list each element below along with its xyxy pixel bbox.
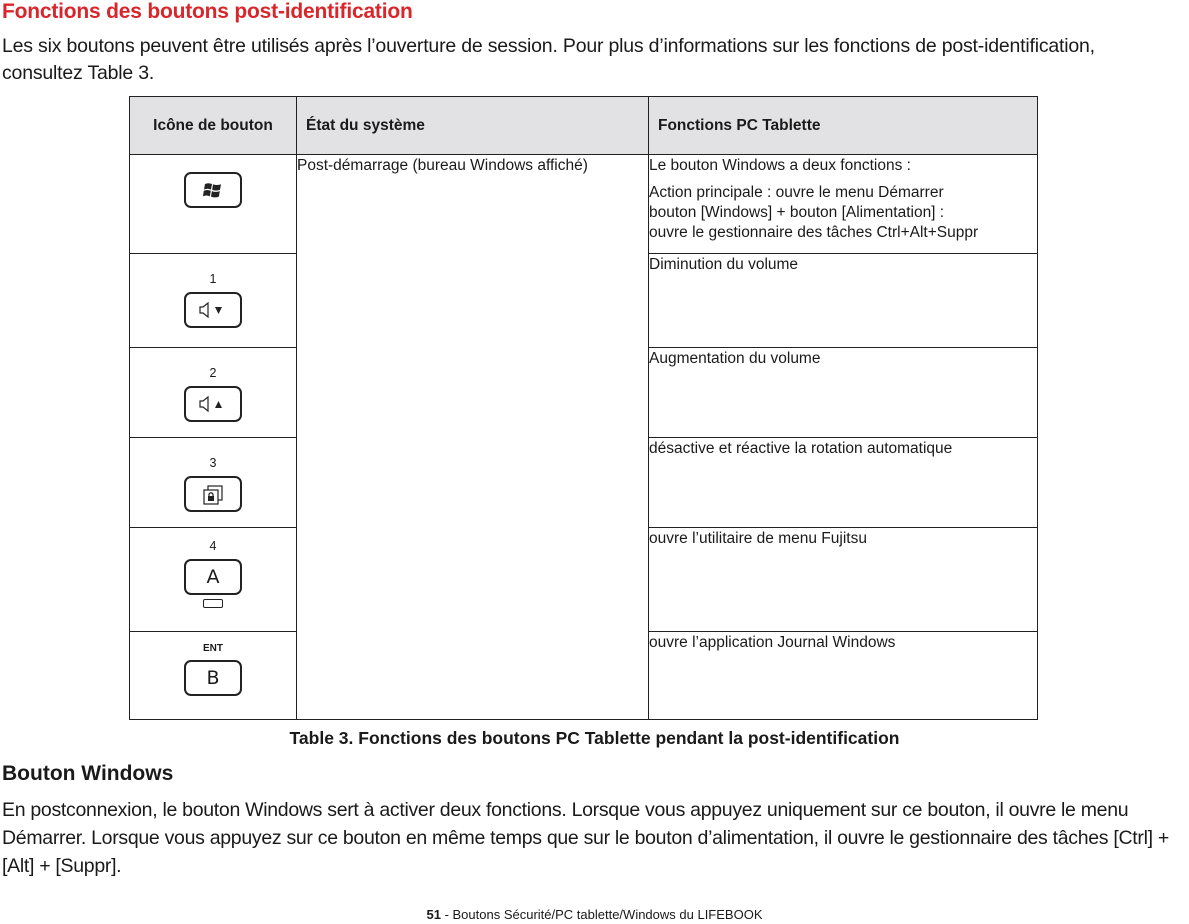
function-line: ouvre l’application Journal Windows — [649, 634, 896, 651]
header-state: État du système — [297, 97, 649, 155]
function-line: bouton [Windows] + bouton [Alimentation] : — [649, 204, 945, 221]
footer-text: - Boutons Sécurité/PC tablette/Windows du LIFEBOOK — [440, 907, 763, 922]
functions-cell — [649, 348, 1038, 438]
function-line: ouvre le gestionnaire des tâches Ctrl+Alt+Suppr — [649, 224, 979, 241]
page-number: 51 — [426, 907, 441, 922]
battery-icon — [203, 599, 223, 608]
button-number: ENT — [203, 643, 223, 654]
rotation-lock-key — [184, 476, 242, 512]
functions-cell — [649, 632, 1038, 720]
functions-cell — [649, 254, 1038, 348]
volume-up-icon — [198, 395, 228, 413]
functions-cell — [649, 528, 1038, 632]
button-number: 4 — [209, 539, 217, 553]
button-functions-table — [129, 96, 1038, 720]
function-line: Augmentation du volume — [649, 350, 821, 367]
function-line: ouvre l’utilitaire de menu Fujitsu — [649, 530, 867, 547]
button-number: 1 — [209, 272, 217, 286]
volume-down-key — [184, 292, 242, 328]
icon-cell — [130, 155, 297, 254]
function-line: Diminution du volume — [649, 256, 799, 273]
header-icon: Icône de bouton — [130, 97, 297, 155]
function-line: Le bouton Windows a deux fonctions : — [649, 157, 911, 174]
journal-key: B — [184, 660, 242, 696]
function-line: désactive et réactive la rotation automatique — [649, 440, 953, 457]
subsection-title: Bouton Windows — [2, 762, 174, 785]
windows-key — [184, 172, 242, 208]
button-number: 2 — [209, 366, 217, 380]
functions-cell — [649, 155, 1038, 254]
volume-down-icon — [198, 301, 228, 319]
section-title: Fonctions des boutons post-identification — [2, 0, 413, 23]
fujitsu-menu-key: A — [184, 559, 242, 595]
body-paragraph: En postconnexion, le bouton Windows sert à activer deux fonctions. Lorsque vous appuyez uniquement sur ce bouton, il ouvre le menu Démarrer. Lorsque vous appuyez sur ce bouton en même temps que sur le bouton d’alimentation, il ouvre le gestionnaire des tâches [Ctrl] + [Alt] + [Suppr]. — [2, 799, 1169, 877]
rotation-lock-icon — [202, 485, 224, 505]
icon-cell — [130, 438, 297, 528]
table-row — [130, 155, 1038, 254]
header-functions: Fonctions PC Tablette — [649, 97, 1038, 155]
icon-cell — [130, 632, 297, 720]
function-line: Action principale : ouvre le menu Démarrer — [649, 184, 944, 201]
page-footer — [0, 907, 1189, 922]
button-number: 3 — [209, 456, 217, 470]
intro-paragraph: Les six boutons peuvent être utilisés après l’ouverture de session. Pour plus d’informations sur les fonctions de post-identification, consultez Table 3. — [2, 35, 1095, 84]
volume-up-key — [184, 386, 242, 422]
system-state-cell: Post-démarrage (bureau Windows affiché) — [297, 155, 649, 720]
icon-cell — [130, 528, 297, 632]
functions-cell — [649, 438, 1038, 528]
windows-logo-icon — [203, 181, 223, 199]
icon-cell — [130, 348, 297, 438]
icon-cell — [130, 254, 297, 348]
table-caption: Table 3. Fonctions des boutons PC Tablette pendant la post-identification — [289, 728, 900, 748]
table-header-row — [130, 97, 1038, 155]
